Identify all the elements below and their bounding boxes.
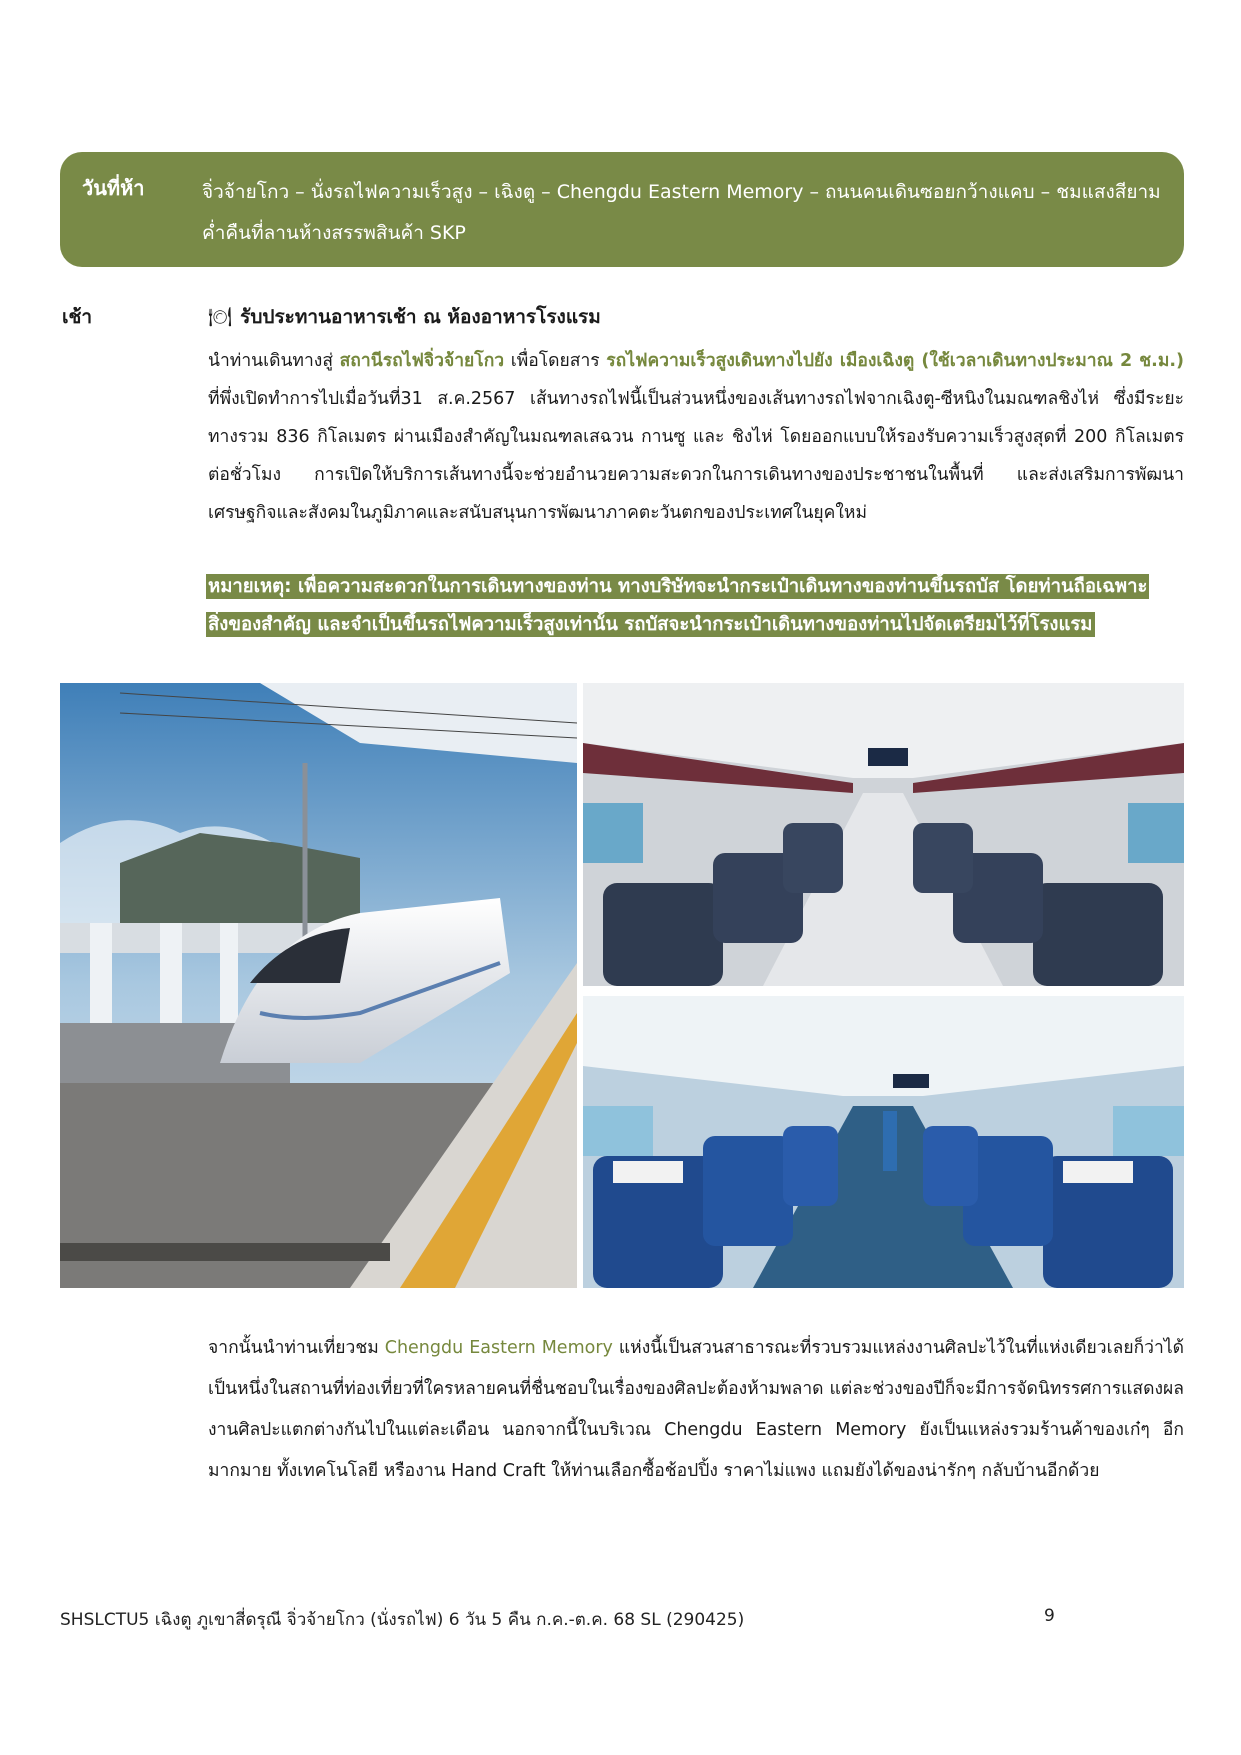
train-highlight: รถไฟความเร็วสูงเดินทางไปยัง เมืองเฉิงตู (ใช้เวลาเดินทางประมาณ 2 ช.ม.) [606,351,1185,371]
day-header-banner [60,152,1184,267]
day-itinerary-title: จิ่วจ้ายโกว – นั่งรถไฟความเร็วสูง – เฉิงตู – Chengdu Eastern Memory – ถนนคนเดินซอยกว้างแคบ – ชมแสงสียามค่ำคืนที่ลานห้างสรรพสินค้า SKP [202,181,1161,244]
luggage-note [206,568,1178,643]
para2-text-1: จากนั้นนำท่านเที่ยวชม [208,1338,385,1358]
footer-text: SHSLCTU5 เฉิงตู ภูเขาสี่ดรุณี จิ่วจ้ายโกว (นั่งรถไฟ) 6 วัน 5 คืน ก.ค.-ต.ค. 68 SL (290425) [60,1610,745,1630]
para1-text-3: ที่พึ่งเปิดทำการไปเมื่อวันที่31 ส.ค.2567 เส้นทางรถไฟนี้เป็นส่วนหนึ่งของเส้นทางรถไฟจากเฉิงตู-ซีหนิงในมณฑลชิงไห่ ซึ่งมีระยะทางรวม 836 กิโลเมตร ผ่านเมืองสำคัญในมณฑลเสฉวน กานซู และ ชิงไห่ โดยออกแบบให้รองรับความเร็วสูงสุดที่ 200 กิโลเมตรต่อชั่วโมง การเปิดให้บริการเส้นทางนี้จะช่วยอำนวยความสะดวกในการเดินทางของประชาชนในพื้นที่ และส่งเสริมการพัฒนาเศรษฐกิจและสังคมในภูมิภาคและสนับสนุนการพัฒนาภาคตะวันตกของประเทศในยุคใหม่ [208,389,1184,523]
dining-icon: 🍽 [208,306,233,328]
train-interior-photo-1 [583,683,1184,986]
para1-text-1: นำท่านเดินทางสู่ [208,351,340,371]
period-label: เช้า [62,306,93,328]
station-name: สถานีรถไฟจิ่วจ้ายโกว [339,351,505,371]
para1-text-2: เพื่อโดยสาร [504,351,607,371]
meal-line [208,302,601,332]
luggage-note-text: หมายเหตุ: เพื่อความสะดวกในการเดินทางของท่าน ทางบริษัทจะนำกระเป๋าเดินทางของท่านขึ้นรถบัส โดยท่านถือเฉพาะสิ่งของสำคัญ และจำเป็นขึ้นรถไฟความเร็วสูงเท่านั้น รถบัสจะนำกระเป๋าเดินทางของท่านไปจัดเตรียมไว้ที่โรงแรม [208,576,1148,635]
train-description [208,342,1184,532]
train-platform-photo [60,683,577,1288]
eastern-memory-description [208,1328,1184,1492]
page-number: 9 [1044,1606,1055,1626]
day-label: วันที่ห้า [82,176,145,200]
train-interior-photo-2 [583,996,1184,1288]
place-name: Chengdu Eastern Memory [384,1338,613,1358]
para2-text-2: แห่งนี้เป็นสวนสาธารณะที่รวบรวมแหล่งงานศิลปะไว้ในที่แห่งเดียวเลยก็ว่าได้ เป็นหนึ่งในสถานที่ท่องเที่ยวที่ใครหลายคนที่ชื่นชอบในเรื่องของศิลปะต้องห้ามพลาด แต่ละช่วงของปีก็จะมีการจัดนิทรรศการแสดงผลงานศิลปะแตกต่างกันไปในแต่ละเดือน นอกจากนี้ในบริเวณ Chengdu Eastern Memory ยังเป็นแหล่งรวมร้านค้าของเก๋ๆ อีกมากมาย ทั้งเทคโนโลยี หรืองาน Hand Craft ให้ท่านเลือกซื้อช้อปปิ้ง ราคาไม่แพง แถมยังได้ของน่ารักๆ กลับบ้านอีกด้วย [208,1338,1185,1481]
meal-text: รับประทานอาหารเช้า ณ ห้องอาหารโรงแรม [240,306,601,328]
